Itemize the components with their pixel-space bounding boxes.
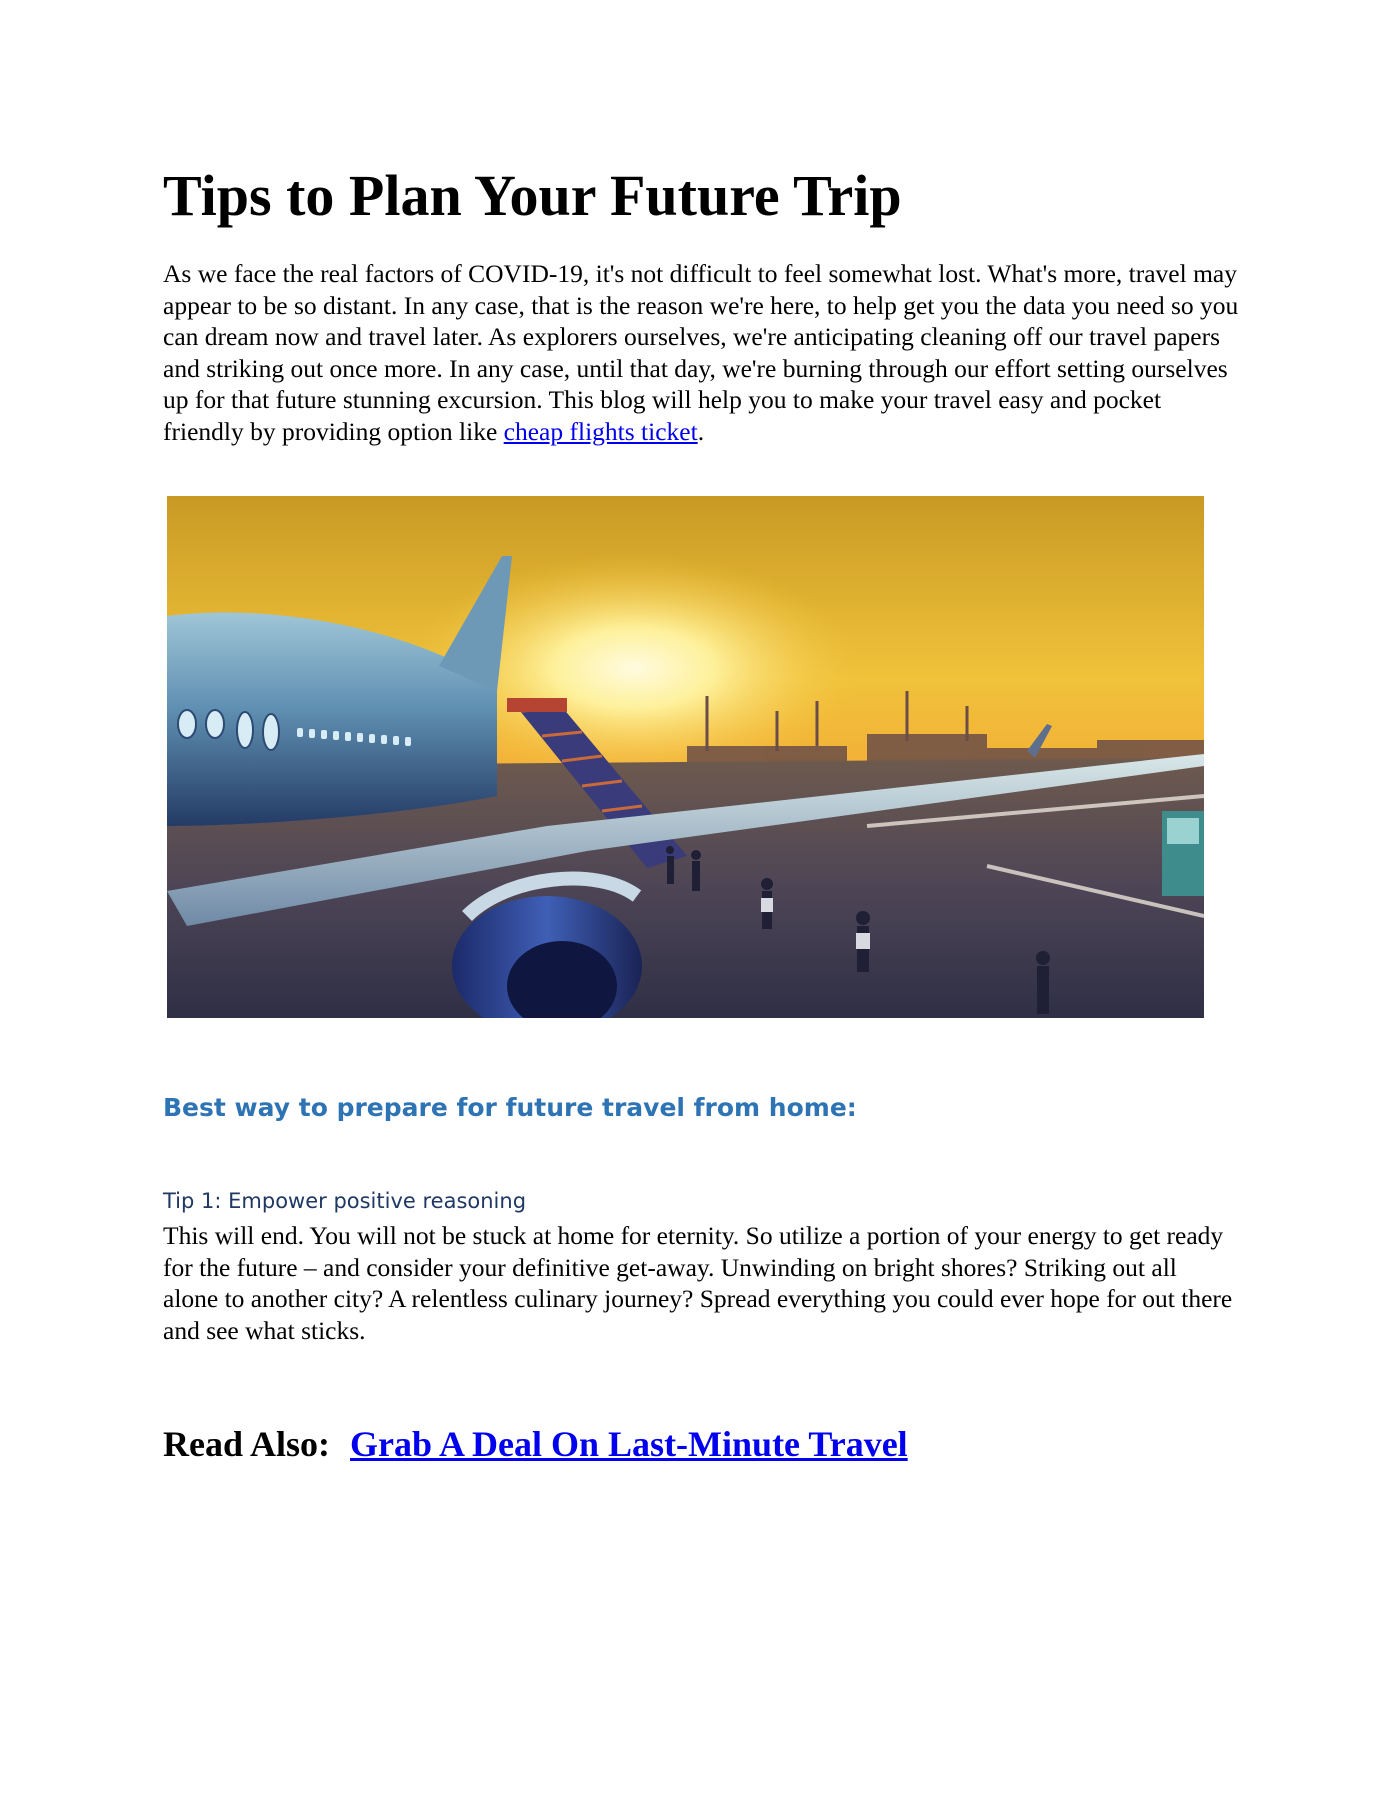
read-also-label: Read Also: bbox=[163, 1424, 331, 1464]
tip-heading: Tip 1: Empower positive reasoning bbox=[163, 1189, 527, 1213]
section-heading: Best way to prepare for future travel from home: bbox=[163, 1093, 857, 1122]
intro-paragraph bbox=[163, 258, 1243, 447]
intro-end: . bbox=[697, 416, 705, 446]
read-also bbox=[163, 1421, 908, 1467]
intro-text: As we face the real factors of COVID-19, it's not difficult to feel somewhat lost. What's more, travel may appear to be so distant. In any case, that is the reason we're here, to help get you the data you need so you can dream now and travel later. As explorers ourselves, we're anticipating cleaning off our travel papers and striking out once more. In any case, until that day, we're burning through our effort setting ourselves up for that future stunning excursion. This blog will help you to make your travel easy and pocket friendly by providing option like bbox=[163, 259, 1239, 446]
tip-body: This will end. You will not be stuck at home for eternity. So utilize a portion of your energy to get ready for the future – and consider your definitive get-away. Unwinding on bright shores? Striking out all alone to another city? A relentless culinary journey? Spread everything you could ever hope for out there and see what sticks. bbox=[163, 1221, 1233, 1345]
read-also-link[interactable]: Grab A Deal On Last-Minute Travel bbox=[350, 1424, 908, 1464]
page-title: Tips to Plan Your Future Trip bbox=[163, 163, 902, 228]
cheap-flights-link[interactable]: cheap flights ticket bbox=[503, 416, 698, 446]
airport-sunset-photo bbox=[167, 496, 1204, 1018]
